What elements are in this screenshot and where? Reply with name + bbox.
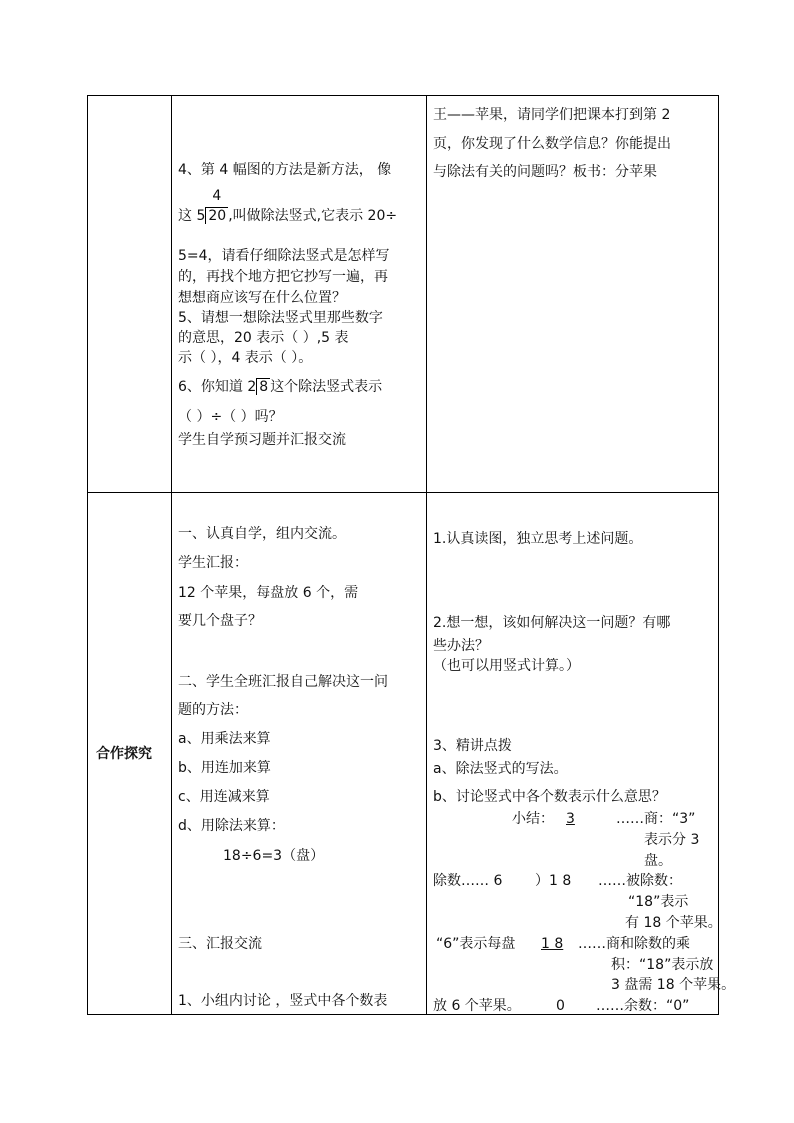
text-line: （也可以用竖式计算。） bbox=[433, 658, 580, 674]
text-fragment: 这个除法竖式表示 bbox=[270, 379, 383, 395]
dividend-value: ）1 8 bbox=[535, 873, 572, 889]
text-line: 1.认真读图，独立思考上述问题。 bbox=[433, 531, 643, 547]
text-line: 1、小组内讨论 ，竖式中各个数表 bbox=[178, 993, 388, 1009]
text-fragment: ……被除数： bbox=[598, 873, 682, 889]
text-line: （ ）÷（ ）吗？ bbox=[178, 409, 283, 425]
summary-label: 小结： bbox=[512, 811, 554, 827]
text-fragment: ……商和除数的乘 bbox=[578, 936, 690, 952]
text-line: 的意思，20 表示（ ）,5 表 bbox=[178, 330, 349, 346]
long-division bbox=[205, 188, 228, 224]
text-line: 学生汇报： bbox=[178, 555, 248, 571]
remainder-value: 0 bbox=[556, 998, 565, 1014]
text-fragment: “6”表示每盘 bbox=[436, 936, 516, 952]
text-line: 5=4，请看仔细除法竖式是怎样写 bbox=[178, 248, 390, 264]
text-line: 王——苹果，请同学们把课本打到第 2 bbox=[433, 107, 671, 123]
quotient: 4 bbox=[212, 188, 222, 204]
column-divider-2 bbox=[426, 96, 427, 1014]
divisor-label: 除数…… 6 bbox=[433, 873, 503, 889]
text-line-longdiv bbox=[178, 377, 382, 397]
text-line: 二、学生全班汇报自己解决这一问 bbox=[178, 674, 388, 690]
text-line: 3 盘需 18 个苹果。 bbox=[611, 977, 736, 993]
text-line: 表示分 3 bbox=[644, 832, 700, 848]
text-line: 一、认真自学，组内交流。 bbox=[178, 526, 346, 542]
text-fragment: ……余数：“0” bbox=[596, 998, 690, 1014]
text-line: 题的方法： bbox=[178, 702, 248, 718]
dividend: 20 bbox=[208, 208, 227, 224]
text-line: 页，你发现了什么数学信息？你能提出 bbox=[433, 136, 671, 152]
text-line: 5、请想一想除法竖式里那些数字 bbox=[178, 310, 383, 326]
text-line: 盘。 bbox=[644, 853, 672, 869]
quotient-value: 3 bbox=[566, 811, 575, 827]
lesson-table bbox=[87, 95, 736, 1015]
row-divider bbox=[88, 492, 718, 493]
row-label-cooperative-inquiry: 合作探究 bbox=[96, 746, 152, 762]
text-fragment: ……商：“3” bbox=[616, 811, 696, 827]
text-line: 的，再找个地方把它抄写一遍，再 bbox=[178, 269, 388, 285]
text-line: 4、第 4 幅图的方法是新方法， 像 bbox=[178, 162, 392, 178]
text-line: b、讨论竖式中各个数表示什么意思？ bbox=[433, 789, 666, 805]
dividend: 8 bbox=[259, 379, 269, 395]
text-fragment: 放 6 个苹果。 bbox=[433, 998, 521, 1014]
text-line: 2.想一想，该如何解决这一问题？有哪 bbox=[433, 615, 671, 631]
text-line: a、除法竖式的写法。 bbox=[433, 761, 568, 777]
text-line: 要几个盘子？ bbox=[178, 613, 262, 629]
text-fragment: 这 5 bbox=[178, 208, 206, 224]
text-line: 12 个苹果，每盘放 6 个，需 bbox=[178, 585, 359, 601]
column-divider-1 bbox=[171, 96, 172, 1014]
text-fragment: ,叫做除法竖式,它表示 20÷ bbox=[228, 208, 398, 224]
text-line: “18”表示 bbox=[628, 894, 689, 910]
text-line: 三、汇报交流 bbox=[178, 936, 262, 952]
text-line: 积：“18”表示放 bbox=[611, 957, 714, 973]
long-division bbox=[256, 378, 270, 395]
text-line: b、用连加来算 bbox=[178, 760, 271, 776]
text-line: 些办法？ bbox=[433, 638, 489, 654]
text-line: d、用除法来算： bbox=[178, 818, 285, 834]
text-line: a、用乘法来算 bbox=[178, 731, 271, 747]
text-line: 3、精讲点拨 bbox=[433, 738, 512, 754]
text-line: c、用连减来算 bbox=[178, 789, 270, 805]
text-line-longdiv bbox=[178, 188, 398, 226]
text-line: 有 18 个苹果。 bbox=[625, 915, 722, 931]
text-fragment: 6、你知道 2 bbox=[178, 379, 257, 395]
text-line: 想想商应该写在什么位置？ bbox=[178, 290, 346, 306]
product-value: 1 8 bbox=[541, 936, 564, 952]
text-line: 学生自学预习题并汇报交流 bbox=[178, 432, 346, 448]
text-line: 与除法有关的问题吗？板书：分苹果 bbox=[433, 164, 657, 180]
text-line: 18÷6=3（盘） bbox=[223, 848, 325, 864]
text-line: 示（ ），4 表示（ ）。 bbox=[178, 350, 313, 366]
